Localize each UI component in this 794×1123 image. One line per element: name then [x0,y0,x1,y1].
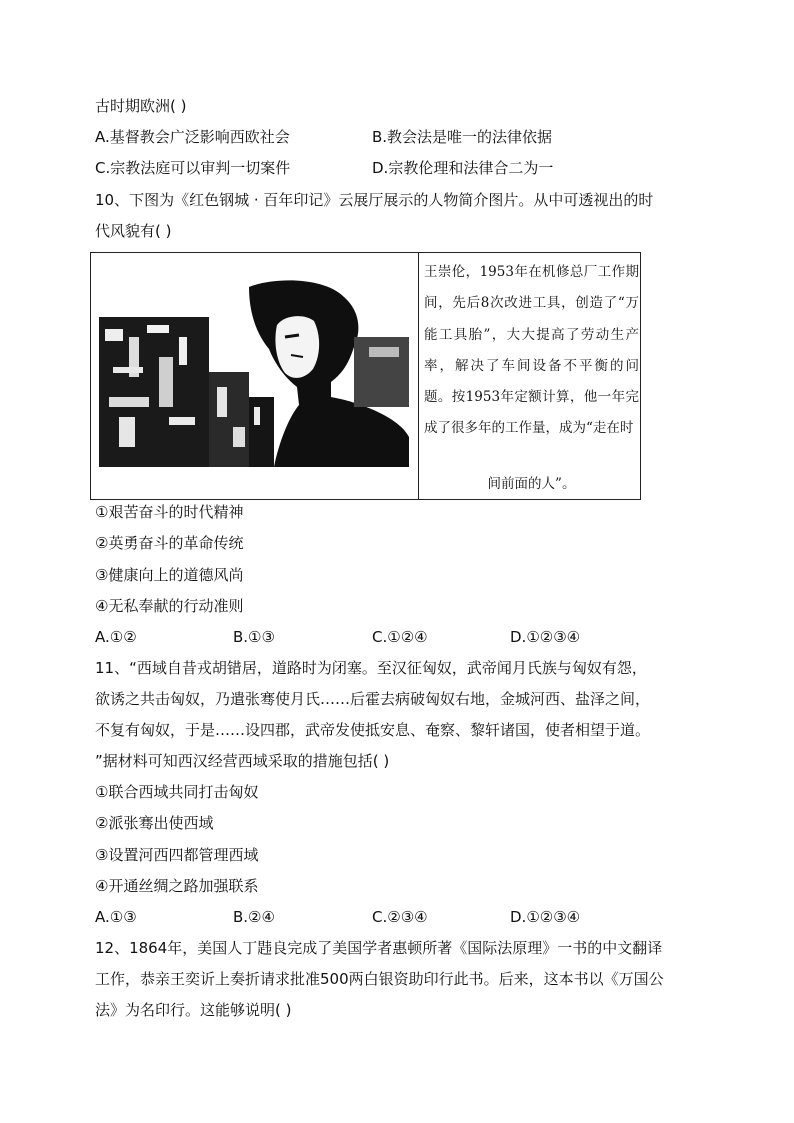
q10-item-1: ①艰苦奋斗的时代精神 [95,503,244,521]
q11-stem-line-1: 11、“西域自昔戎胡错居，道路时为闭塞。至汉征匈奴，武帝闻月氏族与匈奴有怨， [95,659,647,677]
q9-option-c: C.宗教法庭可以审判一切案件 [95,159,291,177]
q11-item-3: ③设置河西四都管理西域 [95,846,259,864]
q11-item-1: ①联合西域共同打击匈奴 [95,783,259,801]
q10-figure-divider [418,253,419,499]
q11-item-2: ②派张骞出使西域 [95,814,214,832]
q12-stem-line-3: 法》为名印行。这能够说明( ) [95,1001,292,1019]
q9-option-a: A.基督教会广泛影响西欧社会 [95,128,290,146]
q12-stem-line-2: 工作，恭亲王奕䜣上奏折请求批准500两白银资助印行此书。后来，这本书以《万国公 [95,970,664,988]
q11-stem-line-4: ”据材料可知西汉经营西域采取的措施包括( ) [95,752,390,770]
q10-option-c: C.①②④ [372,628,428,646]
q10-stem-line-1: 10、下图为《红色钢城 · 百年印记》云展厅展示的人物简介图片。从中可透视出的时 [95,191,654,209]
q9-stem-tail: 古时期欧洲( ) [95,97,187,115]
q11-option-a: A.①③ [95,908,137,926]
q11-stem-line-2: 欲诱之共击匈奴，乃遣张骞使月氏……后霍去病破匈奴右地，金城河西、盐泽之间， [95,690,651,708]
q11-item-4: ④开通丝绸之路加强联系 [95,877,259,895]
worker-photo [99,277,409,467]
q9-option-b: B.教会法是唯一的法律依据 [372,128,553,146]
q10-option-a: A.①② [95,628,137,646]
q11-stem-line-3: 不复有匈奴，于是……设四郡，武帝发使抵安息、奄察、黎轩诸国，使者相望于道。 [95,721,651,739]
q10-option-d: D.①②③④ [510,628,581,646]
q11-option-b: B.②④ [233,908,275,926]
q11-option-c: C.②③④ [372,908,428,926]
q10-item-3: ③健康向上的道德风尚 [95,566,244,584]
q10-item-2: ②英勇奋斗的革命传统 [95,534,244,552]
q10-figure-box [90,252,641,500]
q10-item-4: ④无私奉献的行动准则 [95,597,244,615]
worker-caption-last-line: 间前面的人”。 [487,476,576,492]
q11-option-d: D.①②③④ [510,908,581,926]
q10-option-b: B.①③ [233,628,275,646]
q10-stem-line-2: 代风貌有( ) [95,222,172,240]
q12-stem-line-1: 12、1864年，美国人丁韪良完成了美国学者惠顿所著《国际法原理》一书的中文翻译 [95,939,663,957]
worker-caption: 王崇伦，1953年在机修总厂工作期间，先后8次改进工具，创造了“万能工具胎”，大大提高了劳动生产率，解决了车间设备不平衡的问题。按1953年定额计算，他一年完成了很多年的工作量，成为“走在时 [424,264,639,437]
q9-option-d: D.宗教伦理和法律合二为一 [372,159,554,177]
